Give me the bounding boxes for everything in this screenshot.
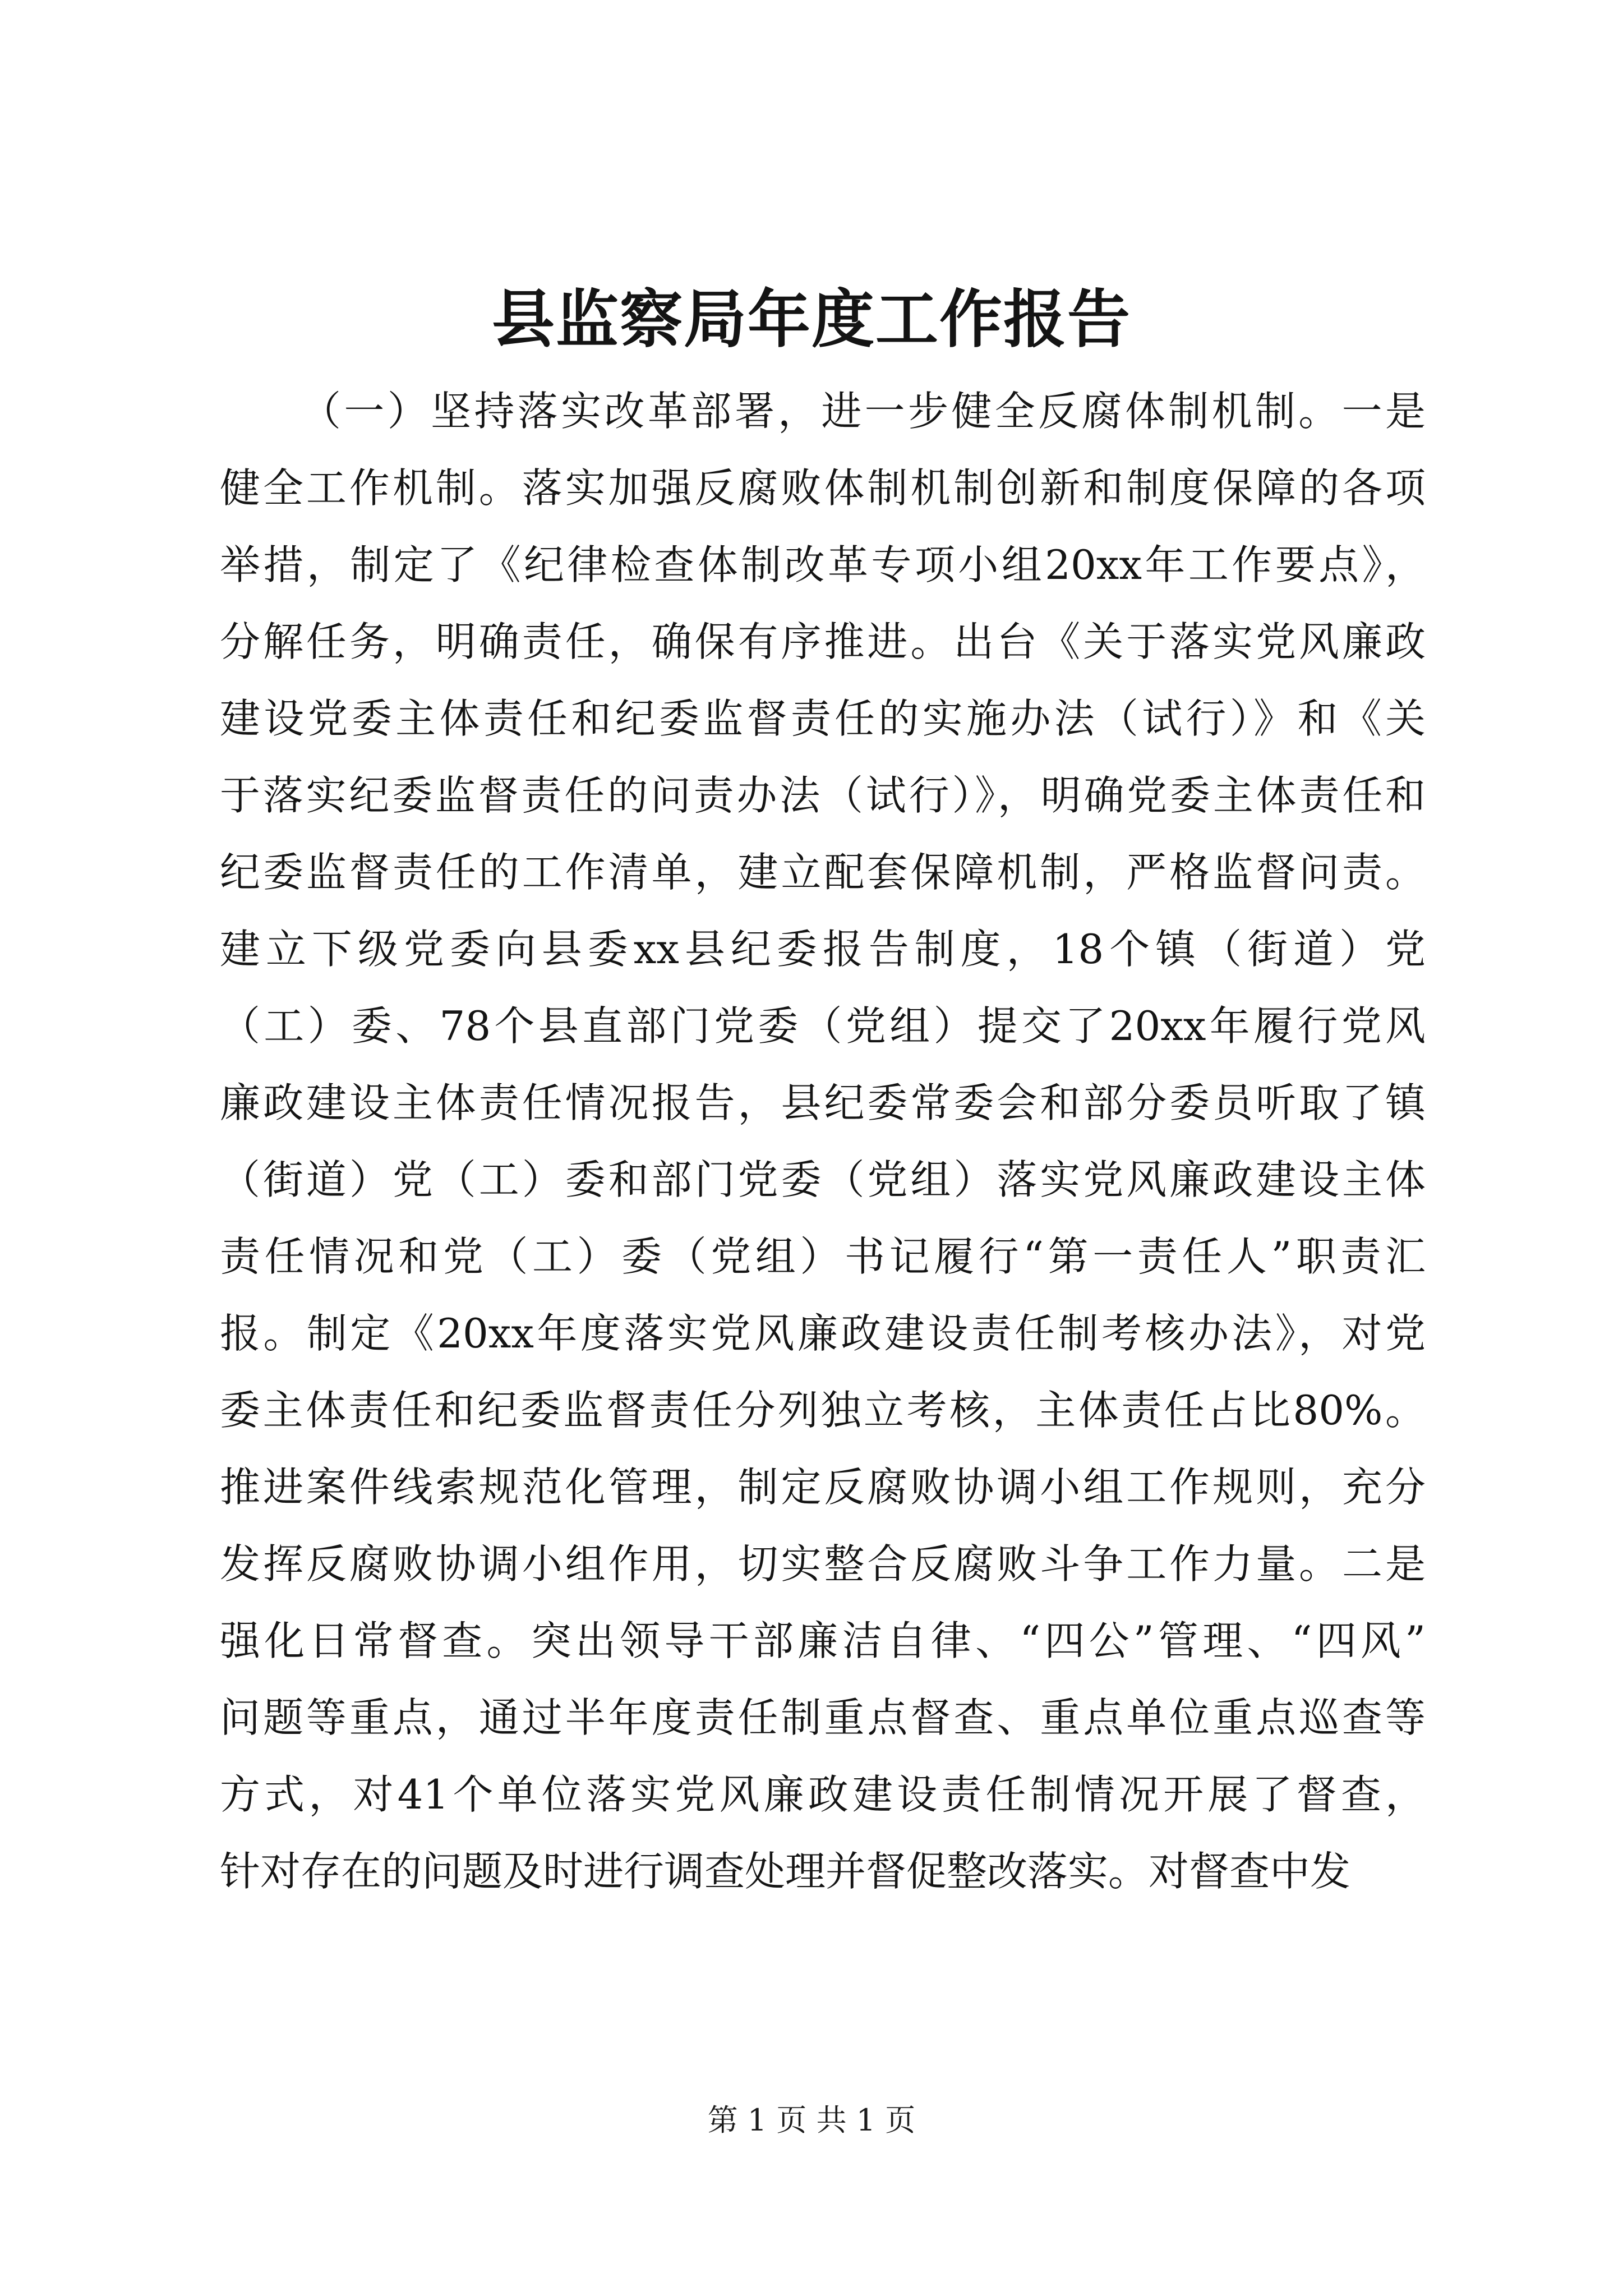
paragraph-line: 报。制定《20xx年度落实党风廉政建设责任制考核办法》，对党 xyxy=(220,1310,1426,1357)
page-footer xyxy=(0,2101,1623,2140)
paragraph-line: （一）坚持落实改革部署，进一步健全反腐体制机制。一是 xyxy=(301,388,1426,435)
paragraph-line: 健全工作机制。落实加强反腐败体制机制创新和制度保障的各项 xyxy=(220,464,1426,512)
paragraph-line: 于落实纪委监督责任的问责办法（试行）》，明确党委主体责任和 xyxy=(220,772,1426,819)
paragraph-line: 举措，制定了《纪律检查体制改革专项小组20xx年工作要点》， xyxy=(220,541,1426,588)
paragraph-line: 建设党委主体责任和纪委监督责任的实施办法（试行）》和《关 xyxy=(220,695,1426,742)
paragraph-line: 委主体责任和纪委监督责任分列独立考核，主体责任占比80%。 xyxy=(220,1387,1426,1434)
body-paragraph xyxy=(220,373,1426,1910)
paragraph-line: 廉政建设主体责任情况报告，县纪委常委会和部分委员听取了镇 xyxy=(220,1079,1426,1126)
paragraph-line: 责任情况和党（工）委（党组）书记履行“第一责任人”职责汇 xyxy=(220,1233,1426,1280)
paragraph-line: 发挥反腐败协调小组作用，切实整合反腐败斗争工作力量。二是 xyxy=(220,1540,1426,1588)
document-title: 县监察局年度工作报告 xyxy=(492,283,1131,356)
paragraph-line: 方式，对41个单位落实党风廉政建设责任制情况开展了督查， xyxy=(220,1771,1426,1818)
paragraph-line: 强化日常督查。突出领导干部廉洁自律、“四公”管理、“四风” xyxy=(220,1617,1426,1664)
paragraph-line: 问题等重点，通过半年度责任制重点督查、重点单位重点巡查等 xyxy=(220,1694,1426,1741)
paragraph-line: 针对存在的问题及时进行调查处理并督促整改落实。对督查中发 xyxy=(220,1848,1351,1895)
paragraph-line: （工）委、78个县直部门党委（党组）提交了20xx年履行党风 xyxy=(220,1002,1426,1050)
paragraph-line: 建立下级党委向县委xx县纪委报告制度，18个镇（街道）党 xyxy=(220,926,1426,973)
page-number: 第 1 页 共 1 页 xyxy=(707,2102,916,2138)
paragraph-line: 推进案件线索规范化管理，制定反腐败协调小组工作规则，充分 xyxy=(220,1464,1426,1511)
paragraph-line: （街道）党（工）委和部门党委（党组）落实党风廉政建设主体 xyxy=(220,1156,1426,1203)
paragraph-line: 纪委监督责任的工作清单，建立配套保障机制，严格监督问责。 xyxy=(220,849,1426,896)
paragraph-line: 分解任务，明确责任，确保有序推进。出台《关于落实党风廉政 xyxy=(220,618,1426,665)
